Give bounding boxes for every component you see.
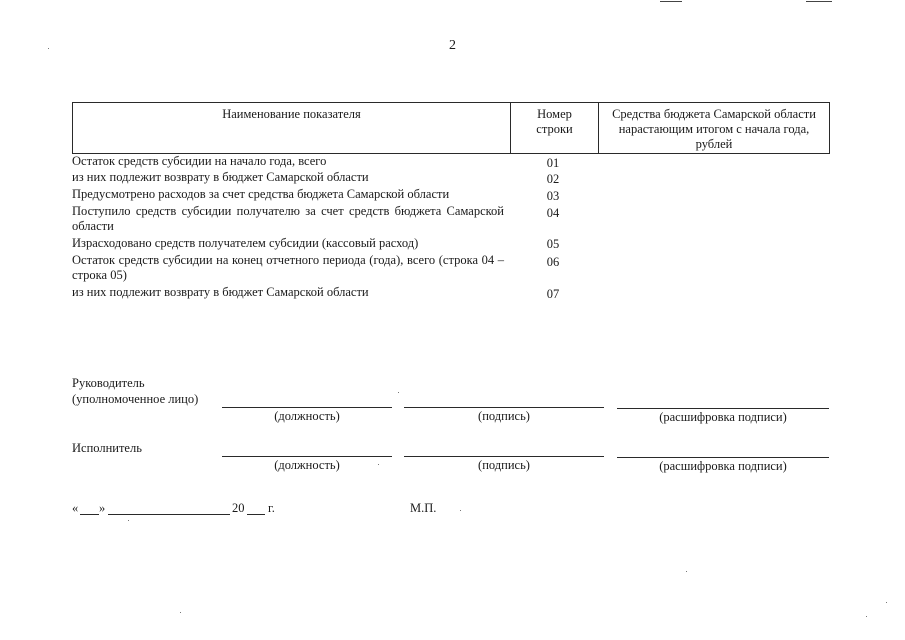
row-label: Израсходовано средств получателем субсидии (кассовый расход) bbox=[72, 236, 419, 250]
head-subtitle: (уполномоченное лицо) bbox=[72, 392, 199, 406]
row-label: Предусмотрено расходов за счет средства бюджета Самарской области bbox=[72, 187, 450, 201]
head-label bbox=[72, 375, 198, 407]
scan-speck bbox=[460, 510, 461, 511]
row-code: 03 bbox=[546, 189, 560, 203]
scan-speck bbox=[48, 48, 49, 49]
stamp-place: М.П. bbox=[410, 501, 437, 515]
date-day-blank bbox=[80, 514, 99, 515]
date-year-suffix: г. bbox=[268, 501, 275, 515]
scan-speck bbox=[378, 464, 379, 465]
row-label: Поступило средств субсидии получателю за счет средств бюджета Самарской области bbox=[72, 204, 504, 233]
header-name-text: Наименование показателя bbox=[222, 107, 361, 121]
position-line bbox=[222, 407, 392, 408]
row-label: из них подлежит возврату в бюджет Самарской области bbox=[72, 285, 369, 299]
signature-caption: (подпись) bbox=[478, 409, 530, 423]
row-label: Остаток средств субсидии на начало года, всего bbox=[72, 154, 327, 168]
row-code: 04 bbox=[546, 206, 560, 220]
scan-mark bbox=[660, 1, 682, 2]
scan-speck bbox=[180, 612, 181, 613]
decoding-caption: (расшифровка подписи) bbox=[659, 459, 787, 473]
table-header bbox=[72, 102, 830, 156]
executor-label: Исполнитель bbox=[72, 441, 142, 455]
row-code: 05 bbox=[546, 237, 560, 251]
header-funds-text: Средства бюджета Самарской области нарастающим итогом с начала года, рублей bbox=[612, 107, 816, 151]
date-open-quote: « bbox=[72, 501, 79, 515]
scan-speck bbox=[686, 571, 687, 572]
date-close-quote: » bbox=[99, 501, 106, 515]
signature-line bbox=[404, 407, 604, 408]
row-label: Остаток средств субсидии на конец отчетного периода (года), всего (строка 04 – строка 05) bbox=[72, 253, 504, 282]
position-caption: (должность) bbox=[274, 458, 340, 472]
header-code-text: Номер строки bbox=[536, 107, 573, 136]
head-title: Руководитель bbox=[72, 376, 145, 390]
scan-speck bbox=[886, 602, 887, 603]
header-code-cell bbox=[510, 102, 599, 154]
position-line bbox=[222, 456, 392, 457]
header-funds-cell bbox=[598, 102, 830, 154]
decoding-line bbox=[617, 408, 829, 409]
scan-speck bbox=[128, 520, 129, 521]
header-name-cell bbox=[72, 102, 511, 154]
row-label: из них подлежит возврату в бюджет Самарской области bbox=[72, 170, 369, 184]
scan-speck bbox=[398, 392, 399, 393]
signature-caption: (подпись) bbox=[478, 458, 530, 472]
decoding-caption: (расшифровка подписи) bbox=[659, 410, 787, 424]
scan-speck bbox=[866, 616, 867, 617]
scan-mark bbox=[806, 1, 832, 2]
decoding-line bbox=[617, 457, 829, 458]
row-code: 07 bbox=[546, 287, 560, 301]
date-year-blank bbox=[247, 514, 265, 515]
row-code: 02 bbox=[546, 172, 560, 186]
row-code: 06 bbox=[546, 255, 560, 269]
position-caption: (должность) bbox=[274, 409, 340, 423]
page-number: 2 bbox=[449, 38, 456, 53]
date-year-prefix: 20 bbox=[232, 501, 245, 515]
row-code: 01 bbox=[546, 156, 560, 170]
signature-line bbox=[404, 456, 604, 457]
date-month-blank bbox=[108, 514, 230, 515]
